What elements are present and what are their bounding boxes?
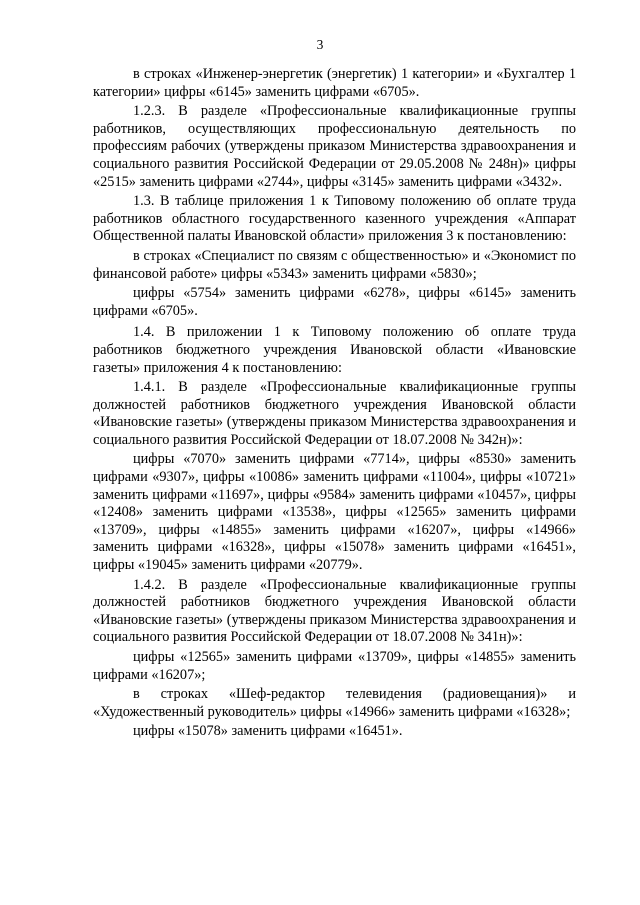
page-number: 3 [316, 37, 324, 52]
paragraph: в строках «Шеф-редактор телевидения (радиовещания)» и «Художественный руководитель» цифры «14966» заменить цифрами «16328»; [93, 686, 576, 720]
paragraph: цифры «15078» заменить цифрами «16451». [133, 723, 403, 740]
paragraph: 1.4.1. В разделе «Профессиональные квалификационные группы должностей работников бюджетного учреждения Ивановской области «Ивановские газеты» (утверждены приказом Министерства здравоохранения и социального развития Российской Федерации от 18.07.2008 № 342н)»: [93, 379, 576, 448]
paragraph: цифры «12565» заменить цифрами «13709», цифры «14855» заменить цифрами «16207»; [93, 649, 576, 683]
paragraph: 1.4.2. В разделе «Профессиональные квалификационные группы должностей работников бюджетного учреждения Ивановской области «Ивановские газеты» (утверждены приказом Министерства здравоохранения и социального развития Российской Федерации от 18.07.2008 № 341н)»: [93, 576, 576, 646]
paragraph: в строках «Специалист по связям с общественностью» и «Экономист по финансовой работе» цифры «5343» заменить цифрами «5830»; [93, 247, 576, 282]
paragraph: 1.2.3. В разделе «Профессиональные квалификационные группы работников, осуществляющих профессиональную деятельность по профессиям рабочих (утверждены приказом Министерства здравоохранения и социального развития Российской Федерации от 29.05.2008 № 248н)» цифры «2515» заменить цифрами «2744», цифры «3145» заменить цифрами «3432». [93, 103, 576, 190]
paragraph: цифры «7070» заменить цифрами «7714», цифры «8530» заменить цифрами «9307», цифры «10086» заменить цифрами «11004», цифры «10721» заменить цифрами «11697», цифры «9584» заменить цифрами «10457», цифры «12408» заменить цифрами «13538», цифры «12565» заменить цифрами «13709», цифры «14855» заменить цифрами «16207», цифры «14966» заменить цифрами «16328», цифры «15078» заменить цифрами «16451», цифры «19045» заменить цифрами «20779». [93, 451, 576, 574]
document-body [93, 66, 576, 743]
paragraph: цифры «5754» заменить цифрами «6278», цифры «6145» заменить цифрами «6705». [93, 285, 576, 319]
paragraph: 1.4. В приложении 1 к Типовому положению об оплате труда работников бюджетного учреждения Ивановской области «Ивановские газеты» приложения 4 к постановлению: [93, 324, 576, 376]
paragraph: в строках «Инженер-энергетик (энергетик) 1 категории» и «Бухгалтер 1 категории» цифры «6145» заменить цифрами «6705». [93, 66, 576, 100]
paragraph: 1.3. В таблице приложения 1 к Типовому положению об оплате труда работников областного государственного казенного учреждения «Аппарат Общественной палаты Ивановской области» приложения 3 к постановлению: [93, 193, 576, 245]
